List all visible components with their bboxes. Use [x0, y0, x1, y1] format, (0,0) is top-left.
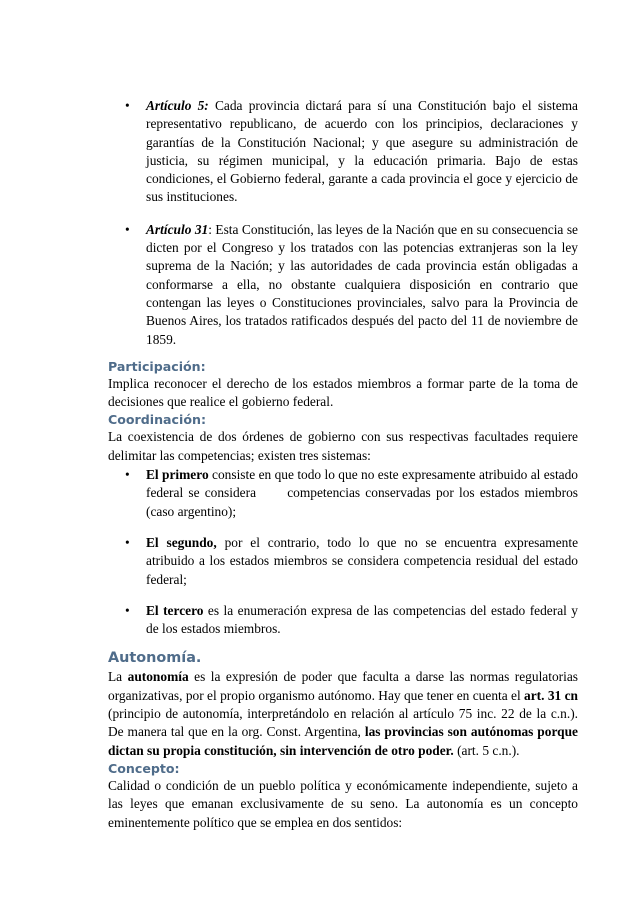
participacion-heading: Participación:: [108, 358, 206, 374]
article-5-item: [108, 97, 578, 207]
coordinacion-item-label: El primero: [146, 467, 209, 483]
autonomia-text: [108, 668, 578, 759]
spacer: [108, 349, 578, 358]
document-body: [108, 97, 582, 832]
autonomia-bold-statement: las provincias son autónomas porque dictan su propia constitución, sin intervención de otro poder.: [108, 724, 578, 758]
article-5-label: Artículo 5:: [146, 98, 209, 113]
article-5-text: Cada provincia dictará para sí una Constitución bajo el sistema representativo republicano, de acuerdo con los principios, declaraciones y garantías de la Constitución Nacional; y que asegure su administración de justicia, su régimen municipal, y la educación primaria. Bajo de estas condiciones, el Gobierno federal, garante a cada provincia el goce y ejercicio de sus instituciones.: [146, 98, 578, 205]
article-31-item: [108, 221, 578, 349]
concepto-text: Calidad o condición de un pueblo política y económicamente independiente, sujeto a las leyes que emanan exclusivamente de su seno. La autonomía es un concepto eminentemente político que se emplea en dos sentidos:: [108, 777, 578, 830]
article-31-text: : Esta Constitución, las leyes de la Nación que en su consecuencia se dicten por el Congreso y los tratados con las potencias extranjeras son la ley suprema de la Nación; y las autoridades de cada provincia están obligadas a conformarse a ella, no obstante cualquiera disposición en contrario que contengan las leyes o Constituciones provinciales, salvo para la Provincia de Buenos Aires, los tratados ratificados después del pacto del 11 de noviembre de 1859.: [146, 221, 578, 347]
coordinacion-item-text: por el contrario, todo lo que no se encuentra expresamente atribuido a los estados miembros se considera competencia residual del estado federal;: [146, 534, 579, 587]
spacer: [108, 638, 578, 649]
article-31-label: Artículo 31: [146, 221, 209, 237]
coordinacion-item-text: consiste en que todo lo que no este expresamente atribuido al estado federal se considera competencias conservadas por los estados miembros (caso argentino);: [146, 467, 582, 519]
autonomia-text-part: La: [108, 669, 128, 685]
autonomia-text-part: (principio de autonomía, interpretándolo en relación al artículo 75 inc. 22 de la c.n.). De manera tal que en la org. Const. Argentina,: [108, 706, 578, 740]
participacion-text: Implica reconocer el derecho de los estados miembros a formar parte de la toma de decisiones que realice el gobierno federal.: [108, 375, 578, 410]
coordinacion-intro: La coexistencia de dos órdenes de gobierno con sus respectivas facultades requiere delimitar las competencias; existen tres sistemas:: [108, 429, 578, 463]
concepto-heading: Concepto:: [108, 760, 180, 776]
coordinacion-heading: Coordinación:: [108, 412, 206, 428]
coordinacion-item-label: El tercero: [146, 602, 204, 618]
coordinacion-item-tercero: [108, 602, 578, 639]
autonomia-heading: Autonomía.: [108, 650, 202, 667]
coordinacion-item-primero: [108, 466, 582, 521]
coordinacion-item-label: El segundo,: [146, 534, 217, 550]
autonomia-text-part: (art. 5 c.n.).: [453, 742, 520, 758]
coordinacion-list: [108, 466, 582, 638]
coordinacion-item-segundo: [108, 534, 578, 589]
autonomia-bold-term: autonomía: [127, 669, 189, 685]
autonomia-text-part: es la expresión de poder que faculta a darse las normas regulatorias organizativas, por el propio organismo autónomo. Hay que tener en cuenta el: [108, 669, 578, 703]
articles-list: [108, 97, 578, 349]
coordinacion-item-text: es la enumeración expresa de las competencias del estado federal y de los estados miembros.: [146, 602, 578, 637]
autonomia-bold-article: art. 31 cn: [524, 687, 578, 703]
